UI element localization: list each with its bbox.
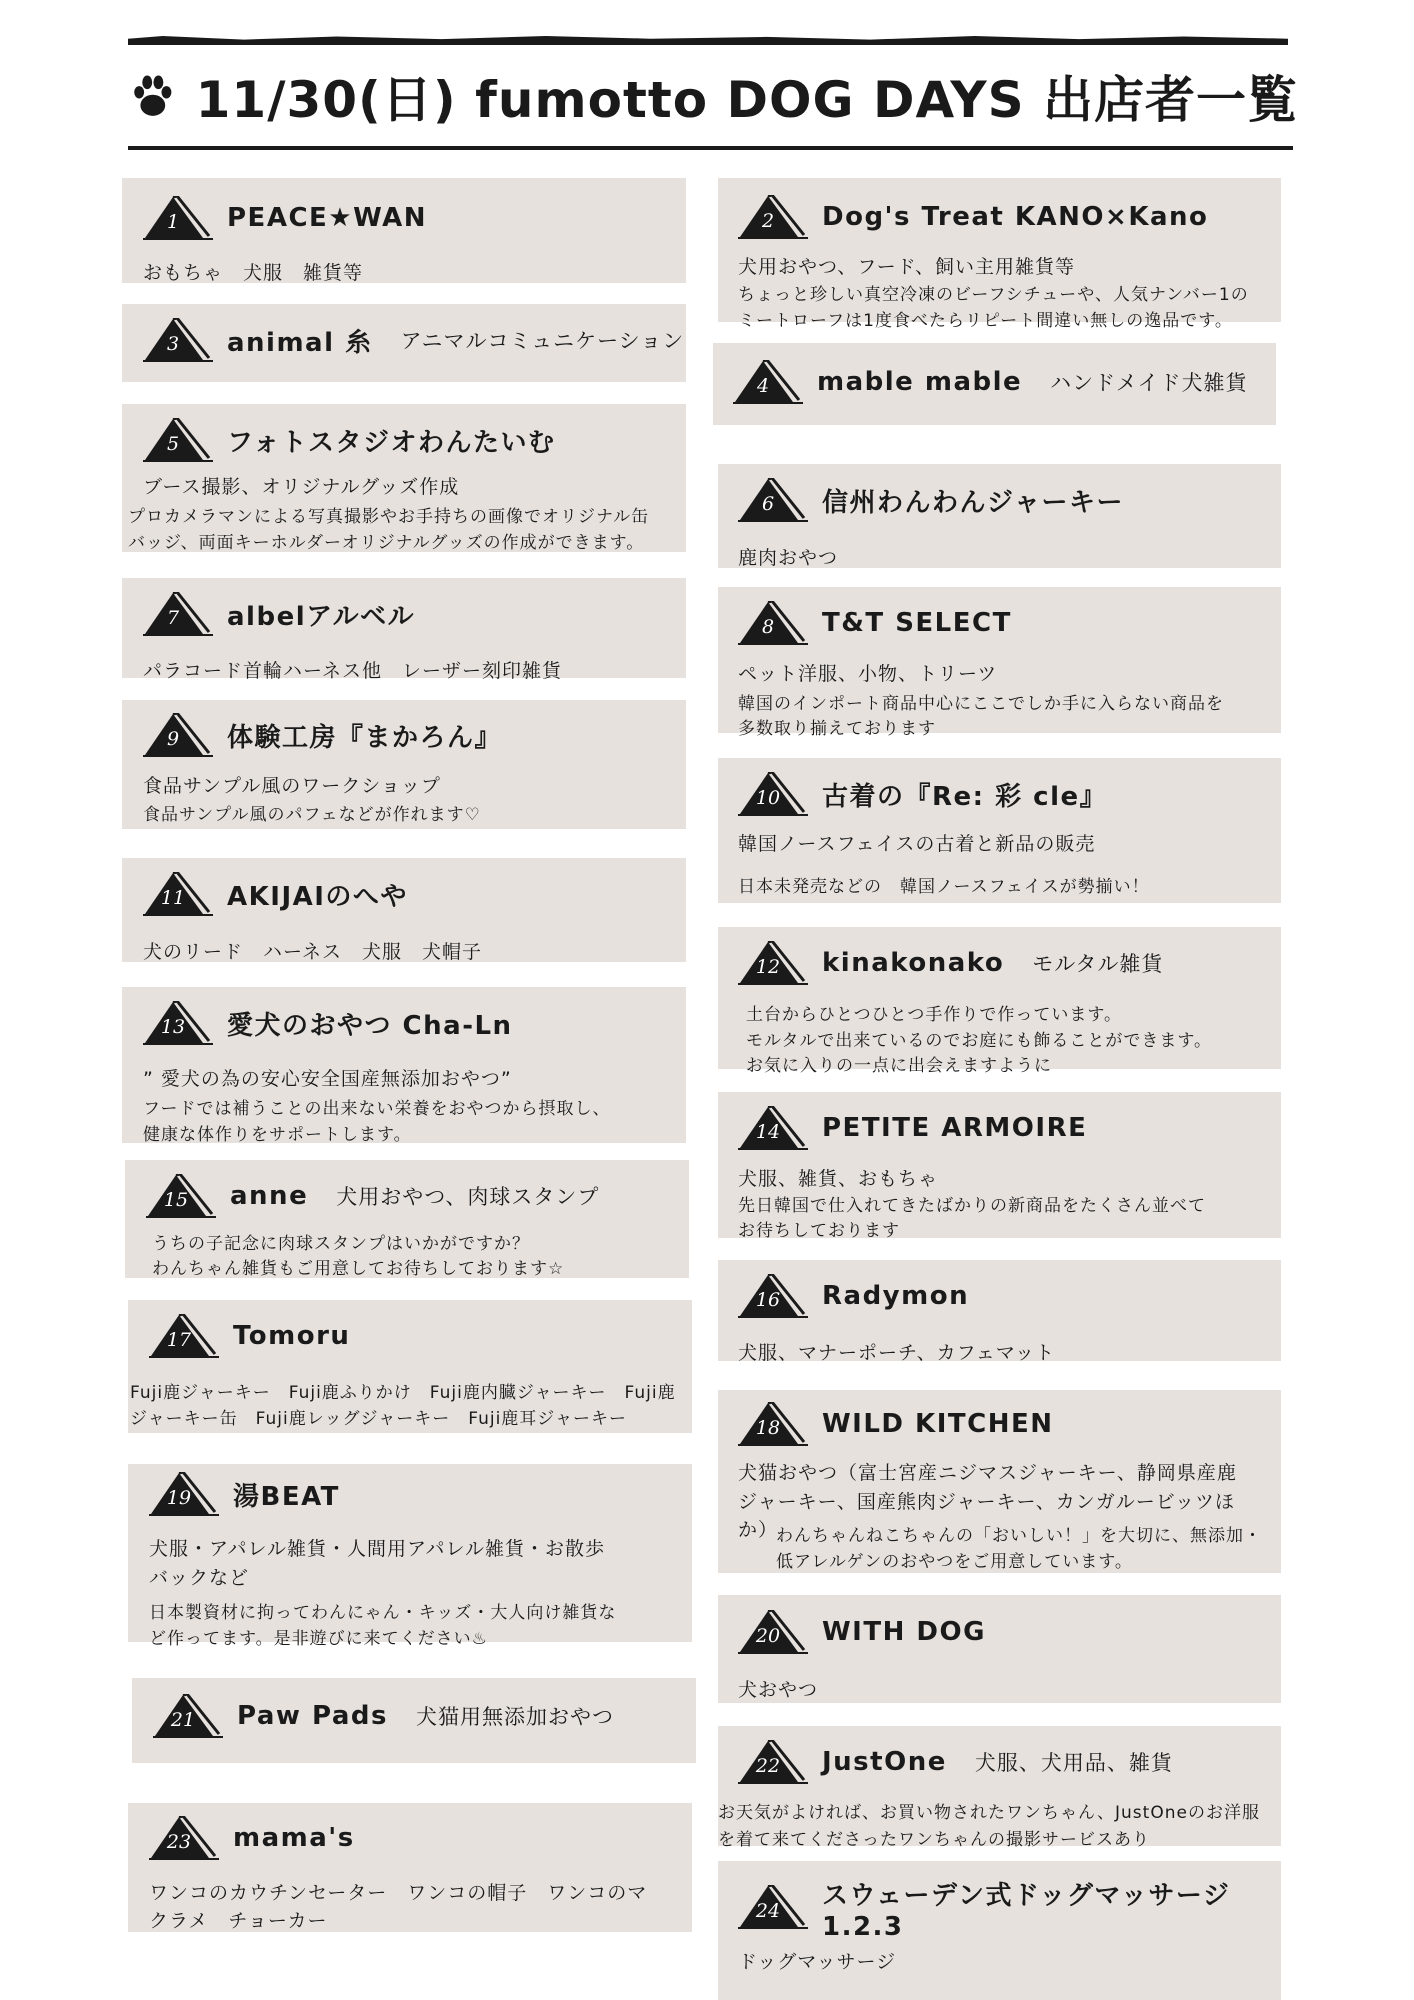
tent-number-icon (733, 360, 805, 404)
vendor-name: WILD KITCHEN (822, 1409, 1054, 1439)
vendor-number: 6 (761, 493, 775, 515)
vendor-header (738, 195, 1208, 239)
vendor-description: ミートローフは1度食べたらリピート間違い無しの逸品です。 (738, 311, 1233, 331)
vendor-number: 3 (166, 333, 180, 355)
vendor-description: ど作ってます。是非遊びに来てください♨ (149, 1629, 488, 1649)
vendor-name: T&T SELECT (822, 608, 1012, 638)
vendor-number: 15 (163, 1189, 189, 1211)
vendor-name: 信州わんわんジャーキー (822, 487, 1124, 518)
vendor-header (143, 872, 408, 916)
vendor-description: わんちゃんねこちゃんの「おいしい！」を大切に、無添加・ (776, 1526, 1262, 1546)
vendor-name-line2: 1.2.3 (822, 1912, 904, 1942)
vendor-description: おもちゃ 犬服 雑貨等 (143, 262, 364, 284)
vendor-name: 愛犬のおやつ Cha-Ln (227, 1010, 513, 1041)
vendor-number: 22 (755, 1755, 781, 1777)
vendor-category: アニマルコミュニケーション (400, 329, 685, 353)
vendor-description: 韓国のインポート商品中心にここでしか手に入らない商品を (738, 694, 1224, 714)
vendor-header (738, 772, 1107, 816)
tent-number-icon (153, 1694, 225, 1738)
tent-number-icon (738, 941, 810, 985)
vendor-number: 1 (166, 211, 180, 233)
vendor-description: 犬用おやつ、フード、飼い主用雑貨等 (738, 256, 1075, 278)
vendor-description: ジャーキー、国産熊肉ジャーキー、カンガルービッツほ (738, 1491, 1235, 1513)
vendor-header (153, 1694, 614, 1738)
vendor-description: 土台からひとつひとつ手作りで作っています。 (746, 1005, 1122, 1025)
tent-number-icon (738, 1885, 810, 1929)
tent-number-icon (738, 195, 810, 239)
vendor-header (143, 713, 502, 757)
vendor-description: 犬おやつ (738, 1679, 819, 1701)
vendor-category: 犬猫用無添加おやつ (415, 1705, 614, 1729)
vendor-number: 21 (170, 1709, 196, 1731)
vendor-category: ハンドメイド犬雑貨 (1050, 371, 1248, 395)
vendor-name: mama's (233, 1823, 355, 1853)
vendor-description: バッジ、両面キーホルダーオリジナルグッズの作成ができます。 (128, 533, 645, 553)
vendor-description: バックなど (149, 1567, 250, 1589)
vendor-description: ドッグマッサージ (738, 1951, 897, 1973)
vendor-name: JustOne (822, 1747, 947, 1777)
vendor-number: 11 (160, 887, 186, 909)
tent-number-icon (143, 592, 215, 636)
vendor-number: 10 (755, 787, 781, 809)
header-underline (128, 146, 1293, 150)
vendor-number: 16 (755, 1289, 781, 1311)
vendor-number: 19 (166, 1487, 192, 1509)
vendor-description: ジャーキー缶 Fuji鹿レッグジャーキー Fuji鹿耳ジャーキー (130, 1409, 627, 1429)
vendor-description: 犬服、雑貨、おもちゃ (738, 1168, 939, 1190)
vendor-name: Paw Pads (237, 1701, 388, 1731)
vendor-description: わんちゃん雑貨もご用意してお待ちしております☆ (152, 1259, 565, 1279)
vendor-header (149, 1816, 355, 1860)
tent-number-icon (738, 601, 810, 645)
paw-icon (128, 56, 178, 136)
vendor-number: 24 (755, 1899, 781, 1922)
vendor-name: anne (230, 1181, 309, 1211)
tent-number-icon (738, 772, 810, 816)
vendor-description: フードでは補うことの出来ない栄養をおやつから摂取し、 (143, 1099, 611, 1119)
vendor-name: Radymon (822, 1281, 970, 1311)
vendor-description: を着て来てくださったワンちゃんの撮影サービスあり (718, 1830, 1150, 1850)
vendor-description: プロカメラマンによる写真撮影やお手持ちの画像でオリジナル缶 (128, 507, 650, 527)
vendor-description: お待ちしております (738, 1221, 900, 1241)
vendor-header (738, 1740, 1173, 1784)
vendor-header (738, 1274, 969, 1318)
vendor-description: ワンコのカウチンセーター ワンコの帽子 ワンコのマ (149, 1882, 648, 1904)
tent-number-icon (143, 318, 215, 362)
vendor-description: パラコード首輪ハーネス他 レーザー刻印雑貨 (143, 660, 563, 682)
vendor-description: か） (738, 1519, 779, 1541)
vendor-description: ” 愛犬の為の安心安全国産無添加おやつ” (143, 1068, 512, 1090)
vendor-description: Fuji鹿ジャーキー Fuji鹿ふりかけ Fuji鹿内臓ジャーキー Fuji鹿 (130, 1383, 676, 1403)
vendor-number: 9 (166, 728, 180, 750)
vendor-description: 犬猫おやつ（富士宮産ニジマスジャーキー、静岡県産鹿 (738, 1462, 1237, 1484)
vendor-description: 犬服、マナーポーチ、カフェマット (738, 1342, 1055, 1364)
tent-number-icon (143, 872, 215, 916)
vendor-header (143, 196, 427, 240)
vendor-number: 4 (756, 375, 770, 397)
tent-number-icon (738, 1402, 810, 1446)
vendor-header (149, 1472, 340, 1516)
vendor-description: 犬のリード ハーネス 犬服 犬帽子 (143, 941, 483, 963)
vendor-description: 先日韓国で仕入れてきたばかりの新商品をたくさん並べて (738, 1196, 1206, 1216)
page-title: 11/30(日) fumotto DOG DAYS 出店者一覧 (195, 71, 1298, 129)
vendor-header (143, 592, 415, 636)
vendor-name: PETITE ARMOIRE (822, 1113, 1088, 1143)
vendor-category: 犬用おやつ、肉球スタンプ (336, 1185, 600, 1209)
tent-number-icon (143, 418, 215, 462)
tent-number-icon (143, 713, 215, 757)
vendor-header (738, 1610, 986, 1654)
vendor-header (738, 941, 1163, 985)
vendor-description: ペット洋服、小物、トリーツ (738, 663, 998, 685)
vendor-name: 古着の『Re: 彩 cle』 (822, 781, 1108, 812)
vendor-description: モルタルで出来ているのでお庭にも飾ることができます。 (746, 1031, 1212, 1051)
vendor-number: 13 (160, 1016, 186, 1038)
vendor-header (738, 1402, 1053, 1446)
vendor-name: WITH DOG (822, 1617, 986, 1647)
vendor-description: ブース撮影、オリジナルグッズ作成 (143, 476, 460, 498)
vendor-description: 日本製資材に拘ってわんにゃん・キッズ・大人向け雑貨な (149, 1603, 617, 1623)
vendor-name: AKIJAIのへや (227, 881, 408, 912)
vendor-number: 14 (755, 1121, 781, 1143)
vendor-header (143, 318, 684, 362)
vendor-description: お気に入りの一点に出会えますように (746, 1056, 1052, 1076)
vendor-description: クラメ チョーカー (149, 1910, 328, 1932)
vendor-header (733, 360, 1248, 404)
vendor-number: 8 (761, 616, 775, 638)
vendor-name: animal 糸 (227, 327, 373, 358)
vendor-number: 2 (761, 210, 775, 232)
vendor-description: 健康な体作りをサポートします。 (143, 1125, 412, 1145)
vendor-description: うちの子記念に肉球スタンプはいかがですか？ (152, 1234, 530, 1254)
vendor-name: PEACE★WAN (227, 203, 427, 233)
tent-number-icon (149, 1816, 221, 1860)
vendor-description: 犬服・アパレル雑貨・人間用アパレル雑貨・お散歩 (149, 1538, 606, 1560)
vendor-number: 7 (166, 607, 180, 629)
vendor-header (143, 418, 555, 462)
vendor-header (143, 1001, 513, 1045)
vendor-description: ちょっと珍しい真空冷凍のビーフシチューや、人気ナンバー1の (738, 285, 1249, 305)
vendor-name: スウェーデン式ドッグマッサージ (822, 1881, 1231, 1911)
vendor-name: mable mable (817, 367, 1023, 397)
tent-number-icon (143, 1001, 215, 1045)
vendor-header (149, 1314, 350, 1358)
tent-number-icon (149, 1314, 221, 1358)
top-border (128, 36, 1288, 45)
vendor-number: 18 (755, 1417, 781, 1439)
vendor-number: 20 (755, 1625, 781, 1647)
tent-number-icon (738, 1274, 810, 1318)
vendor-description: 食品サンプル風のワークショップ (143, 775, 441, 797)
tent-number-icon (738, 1106, 810, 1150)
vendor-header (738, 1871, 1230, 1942)
vendor-description: 食品サンプル風のパフェなどが作れます♡ (143, 805, 481, 825)
vendor-name: 湯BEAT (233, 1481, 340, 1512)
vendor-category: 犬服、犬用品、雑貨 (974, 1751, 1173, 1775)
tent-number-icon (143, 196, 215, 240)
vendor-number: 5 (166, 433, 180, 455)
tent-number-icon (738, 1740, 810, 1784)
vendor-description: 多数取り揃えております (738, 719, 936, 739)
vendor-description: 低アレルゲンのおやつをご用意しています。 (776, 1552, 1133, 1572)
page-header (128, 50, 1298, 142)
vendor-number: 12 (755, 956, 781, 978)
vendor-name: albelアルベル (227, 601, 416, 632)
vendor-header (738, 478, 1124, 522)
tent-number-icon (146, 1174, 218, 1218)
vendor-number: 23 (166, 1831, 192, 1853)
vendor-number: 17 (166, 1329, 192, 1351)
vendor-category: モルタル雑貨 (1032, 952, 1164, 976)
tent-number-icon (738, 478, 810, 522)
tent-number-icon (738, 1610, 810, 1654)
vendor-name: kinakonako (822, 948, 1005, 978)
vendor-name: フォトスタジオわんたいむ (227, 427, 556, 458)
vendor-description: 韓国ノースフェイスの古着と新品の販売 (738, 833, 1096, 855)
vendor-name: Dog's Treat KANO×Kano (822, 202, 1209, 232)
vendor-header (738, 601, 1012, 645)
vendor-header (146, 1174, 599, 1218)
vendor-description: お天気がよければ、お買い物されたワンちゃん、JustOneのお洋服 (718, 1803, 1260, 1823)
vendor-description: 日本未発売などの 韓国ノースフェイスが勢揃い！ (738, 877, 1150, 897)
vendor-header (738, 1106, 1087, 1150)
vendor-description: 鹿肉おやつ (738, 547, 839, 569)
vendor-name: Tomoru (233, 1321, 351, 1351)
tent-number-icon (149, 1472, 221, 1516)
vendor-name: 体験工房『まかろん』 (227, 722, 503, 753)
